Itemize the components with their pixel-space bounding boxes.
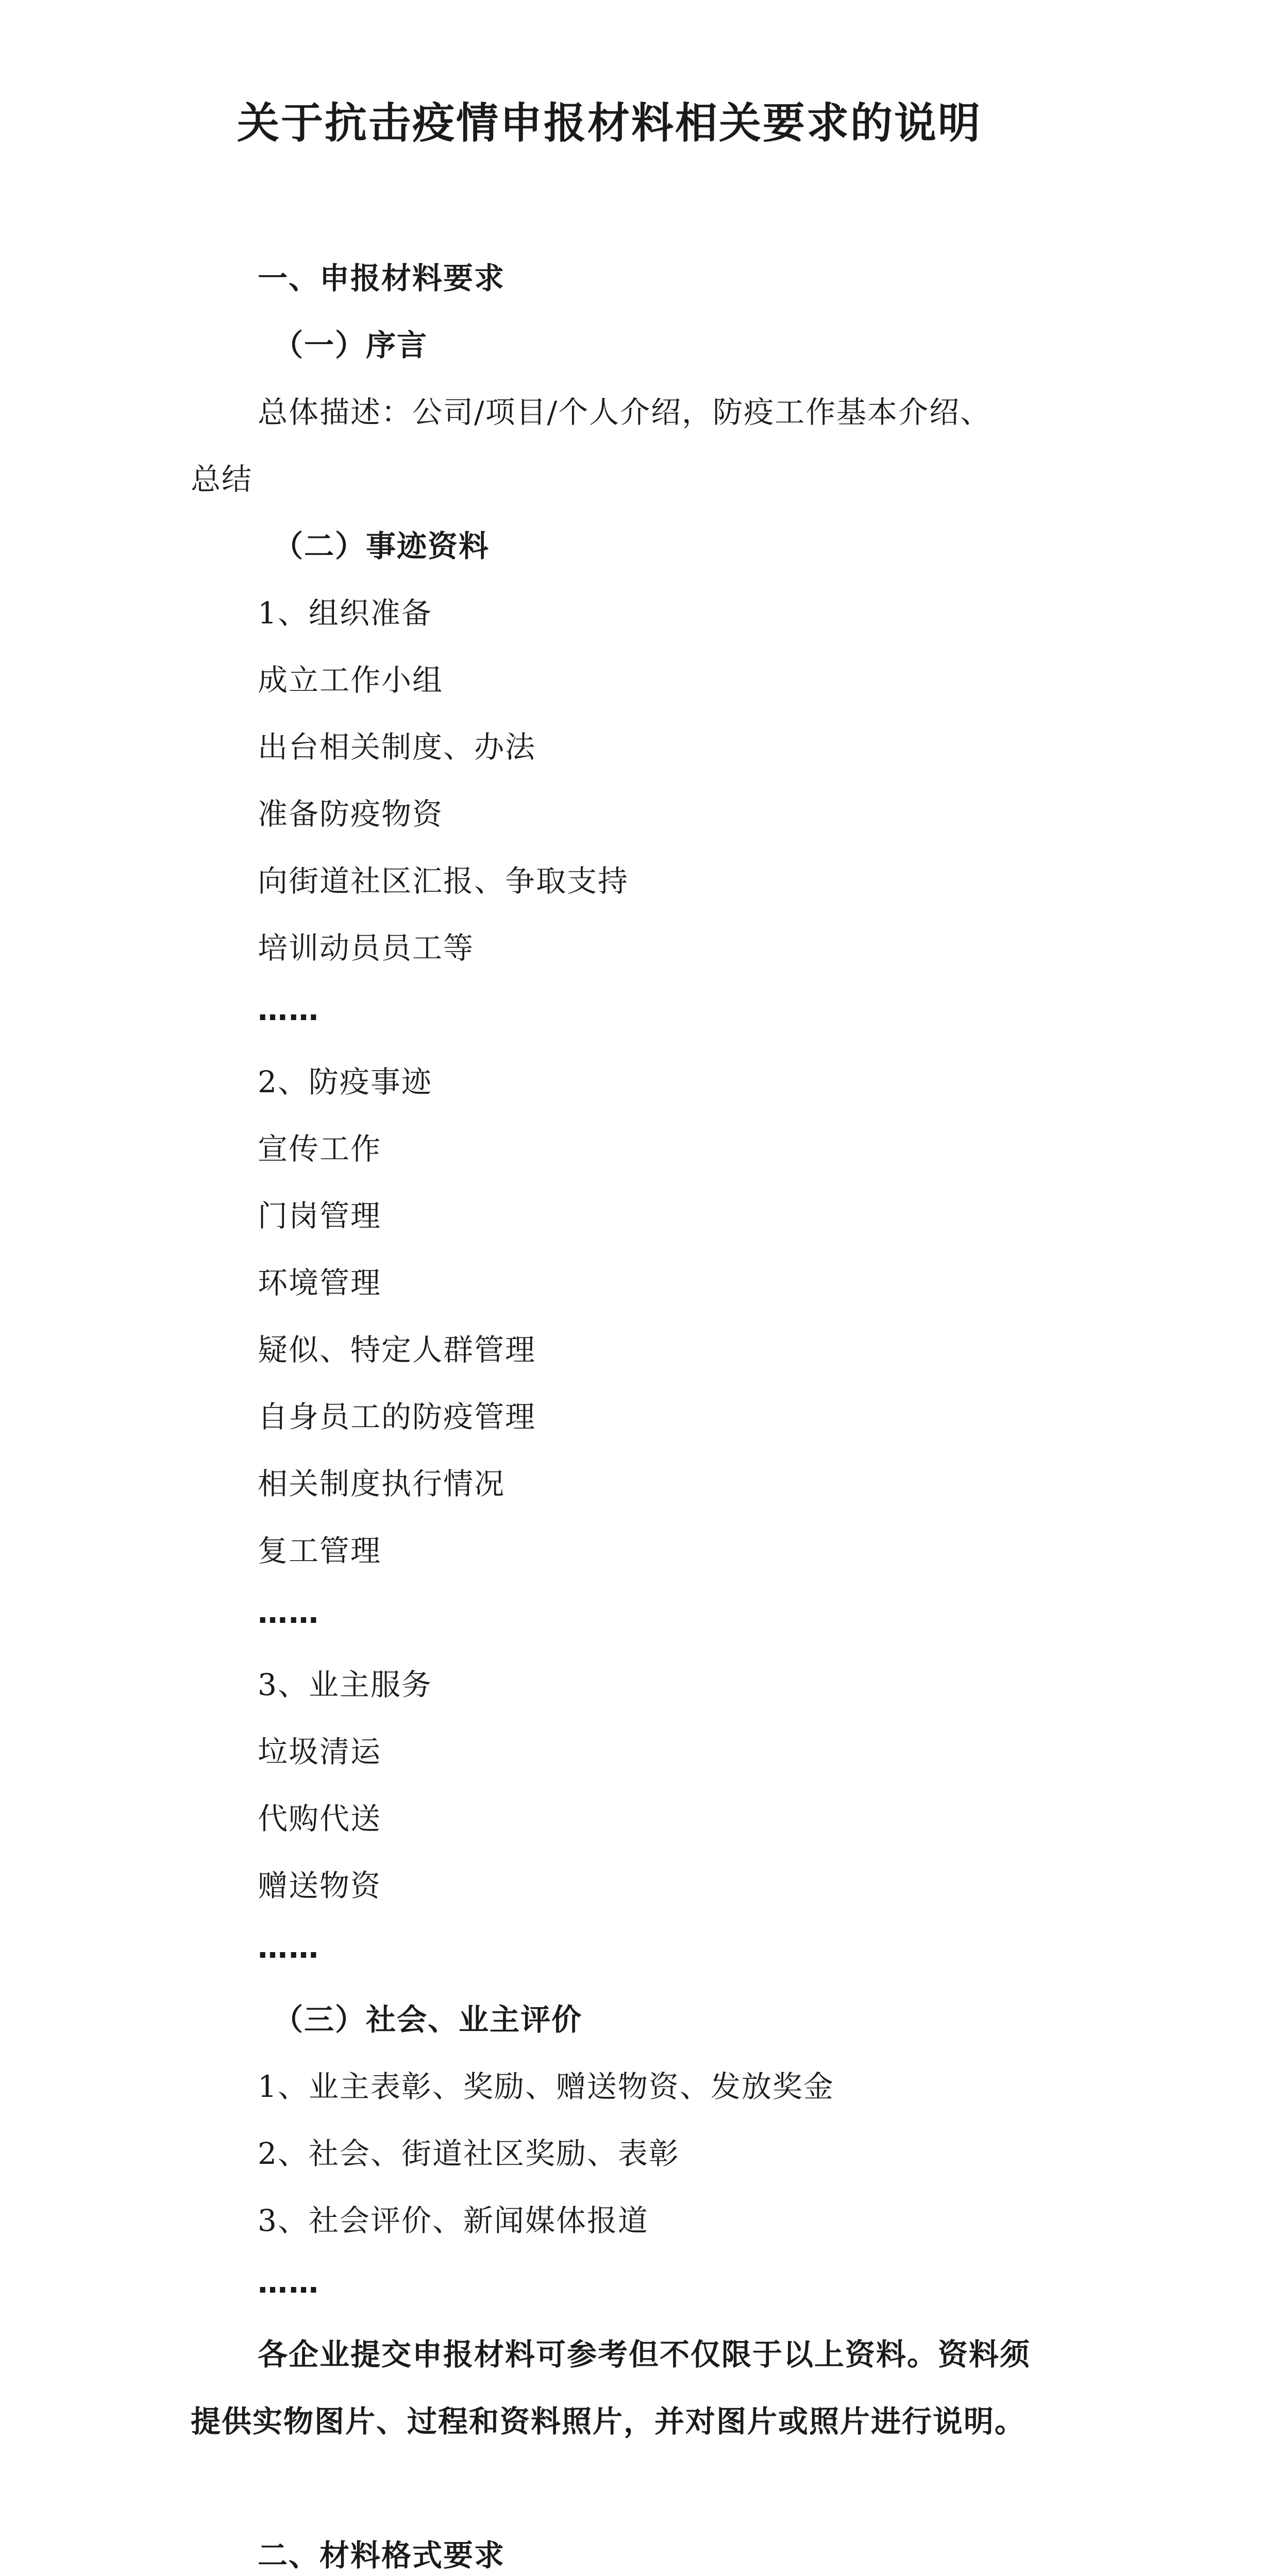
- section-heading: 一、申报材料要求: [258, 261, 506, 296]
- paragraph-line: 总结: [191, 462, 253, 497]
- section-heading: 二、材料格式要求: [258, 2538, 506, 2573]
- document-title: 关于抗击疫情申报材料相关要求的说明: [237, 99, 982, 148]
- list-item: 2、社会、街道社区奖励、表彰: [258, 2136, 680, 2171]
- paragraph-line: 总体描述：公司/项目/个人介绍，防疫工作基本介绍、: [258, 395, 991, 430]
- list-item: 3、社会评价、新闻媒体报道: [258, 2203, 649, 2238]
- list-heading: 2、防疫事迹: [258, 1064, 432, 1099]
- list-item: 相关制度执行情况: [258, 1466, 506, 1501]
- list-item: 门岗管理: [258, 1198, 382, 1233]
- ellipsis: ……: [258, 992, 320, 1027]
- ellipsis: ……: [258, 1595, 320, 1630]
- list-item: 培训动员员工等: [258, 930, 475, 965]
- list-item: 出台相关制度、办法: [258, 730, 536, 765]
- list-heading: 1、组织准备: [258, 596, 432, 631]
- subsection-heading: （一）序言: [273, 328, 428, 363]
- ellipsis: ……: [258, 1930, 320, 1965]
- list-item: 环境管理: [258, 1265, 382, 1300]
- ellipsis: ……: [258, 2265, 320, 2300]
- list-item: 自身员工的防疫管理: [258, 1399, 536, 1434]
- subsection-heading: （二）事迹资料: [273, 529, 490, 564]
- notice-paragraph-line: 各企业提交申报材料可参考但不仅限于以上资料。资料须: [258, 2337, 1031, 2372]
- list-item: 1、业主表彰、奖励、赠送物资、发放奖金: [258, 2069, 834, 2104]
- list-item: 疑似、特定人群管理: [258, 1332, 536, 1367]
- notice-paragraph-line: 提供实物图片、过程和资料照片，并对图片或照片进行说明。: [191, 2404, 1026, 2439]
- list-item: 复工管理: [258, 1533, 382, 1568]
- list-item: 赠送物资: [258, 1868, 382, 1903]
- subsection-heading: （三）社会、业主评价: [273, 2002, 583, 2037]
- list-item: 准备防疫物资: [258, 796, 444, 832]
- list-item: 宣传工作: [258, 1131, 382, 1166]
- list-heading: 3、业主服务: [258, 1667, 432, 1702]
- list-item: 向街道社区汇报、争取支持: [258, 863, 629, 899]
- list-item: 代购代送: [258, 1801, 382, 1836]
- list-item: 垃圾清运: [258, 1734, 382, 1769]
- list-item: 成立工作小组: [258, 663, 444, 698]
